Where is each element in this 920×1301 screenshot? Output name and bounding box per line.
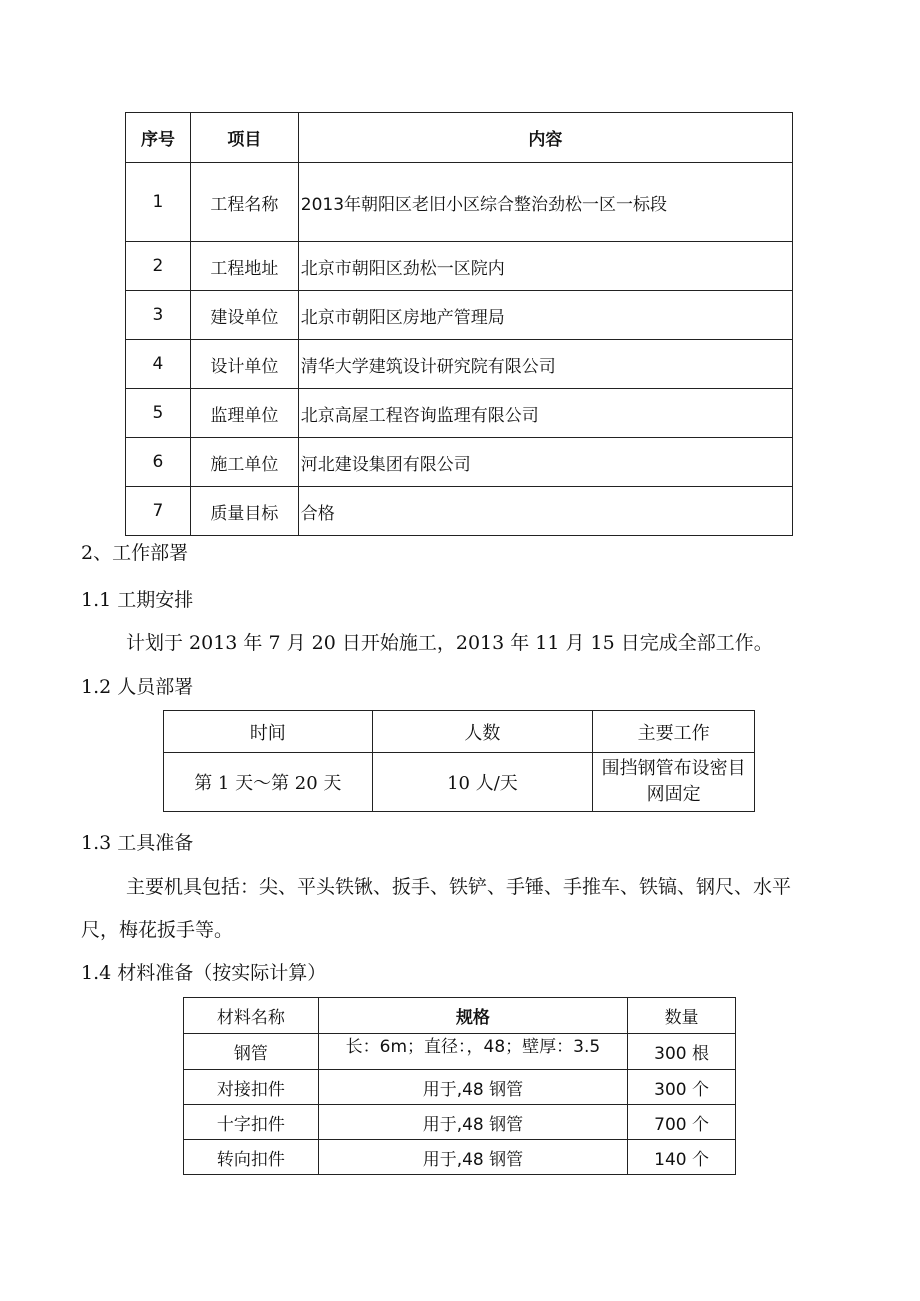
header-cell: 数量 [628, 998, 736, 1034]
table-row [126, 389, 793, 438]
row-number: 3 [126, 291, 191, 340]
material-quantity: 300 个 [628, 1070, 736, 1105]
row-number: 2 [126, 242, 191, 291]
material-quantity: 300 根 [628, 1034, 736, 1070]
section-heading: 1.4 材料准备（按实际计算） [81, 962, 327, 984]
row-content: 清华大学建筑设计研究院有限公司 [298, 340, 792, 389]
table-row [126, 242, 793, 291]
row-number: 7 [126, 487, 191, 536]
header-cell: 序号 [126, 113, 191, 163]
staff-table [163, 710, 755, 812]
table-row [184, 1034, 736, 1070]
material-name: 转向扣件 [184, 1140, 319, 1175]
row-item: 设计单位 [190, 340, 298, 389]
row-item: 工程名称 [190, 163, 298, 242]
header-cell: 内容 [298, 113, 792, 163]
row-item: 质量目标 [190, 487, 298, 536]
paragraph: 尺，梅花扳手等。 [81, 919, 234, 941]
section-heading: 1.1 工期安排 [81, 589, 194, 611]
table-row [184, 1140, 736, 1175]
row-content: 北京高屋工程咨询监理有限公司 [298, 389, 792, 438]
paragraph: 计划于 2013 年 7 月 20 日开始施工，2013 年 11 月 15 日完成全部工作。 [126, 632, 773, 654]
row-number: 6 [126, 438, 191, 487]
table-row [126, 438, 793, 487]
section-heading: 1.2 人员部署 [81, 676, 194, 698]
section-heading: 1.3 工具准备 [81, 832, 194, 854]
header-cell: 材料名称 [184, 998, 319, 1034]
header-cell: 项目 [190, 113, 298, 163]
table-header-row [164, 711, 755, 753]
material-spec [318, 1034, 627, 1070]
material-quantity: 140 个 [628, 1140, 736, 1175]
material-spec: 用于,48 钢管 [318, 1105, 627, 1140]
header-cell: 时间 [164, 711, 373, 753]
material-name: 钢管 [184, 1034, 319, 1070]
table-header-row [126, 113, 793, 163]
row-item: 工程地址 [190, 242, 298, 291]
header-cell: 规格 [318, 998, 627, 1034]
table-row [184, 1105, 736, 1140]
table-row [126, 340, 793, 389]
material-spec: 用于,48 钢管 [318, 1070, 627, 1105]
row-number: 1 [126, 163, 191, 242]
table-row [184, 1070, 736, 1105]
row-content: 河北建设集团有限公司 [298, 438, 792, 487]
row-content: 北京市朝阳区劲松一区院内 [298, 242, 792, 291]
material-name: 对接扣件 [184, 1070, 319, 1105]
headcount-cell: 10 人/天 [372, 753, 593, 812]
project-info-table [125, 112, 793, 536]
material-table [183, 997, 736, 1175]
material-spec: 用于,48 钢管 [318, 1140, 627, 1175]
table-header-row [184, 998, 736, 1034]
table-row [126, 487, 793, 536]
table-row [126, 291, 793, 340]
table-row [126, 163, 793, 242]
header-cell: 主要工作 [593, 711, 755, 753]
row-content: 合格 [298, 487, 792, 536]
header-cell: 人数 [372, 711, 593, 753]
row-item: 施工单位 [190, 438, 298, 487]
row-item: 建设单位 [190, 291, 298, 340]
table-row [164, 753, 755, 812]
time-cell: 第 1 天～第 20 天 [164, 753, 373, 812]
row-number: 4 [126, 340, 191, 389]
row-content: 北京市朝阳区房地产管理局 [298, 291, 792, 340]
material-quantity: 700 个 [628, 1105, 736, 1140]
spec-text: 长：6m；直径：，48；壁厚：3.5 [345, 1037, 601, 1057]
material-name: 十字扣件 [184, 1105, 319, 1140]
paragraph: 主要机具包括：尖、平头铁锹、扳手、铁铲、手锤、手推车、铁镐、钢尺、水平 [126, 876, 792, 898]
row-content: 2013年朝阳区老旧小区综合整治劲松一区一标段 [298, 163, 792, 242]
section-heading: 2、工作部署 [81, 542, 189, 564]
row-item: 监理单位 [190, 389, 298, 438]
work-cell: 围挡钢管布设密目网固定 [593, 753, 755, 812]
row-number: 5 [126, 389, 191, 438]
